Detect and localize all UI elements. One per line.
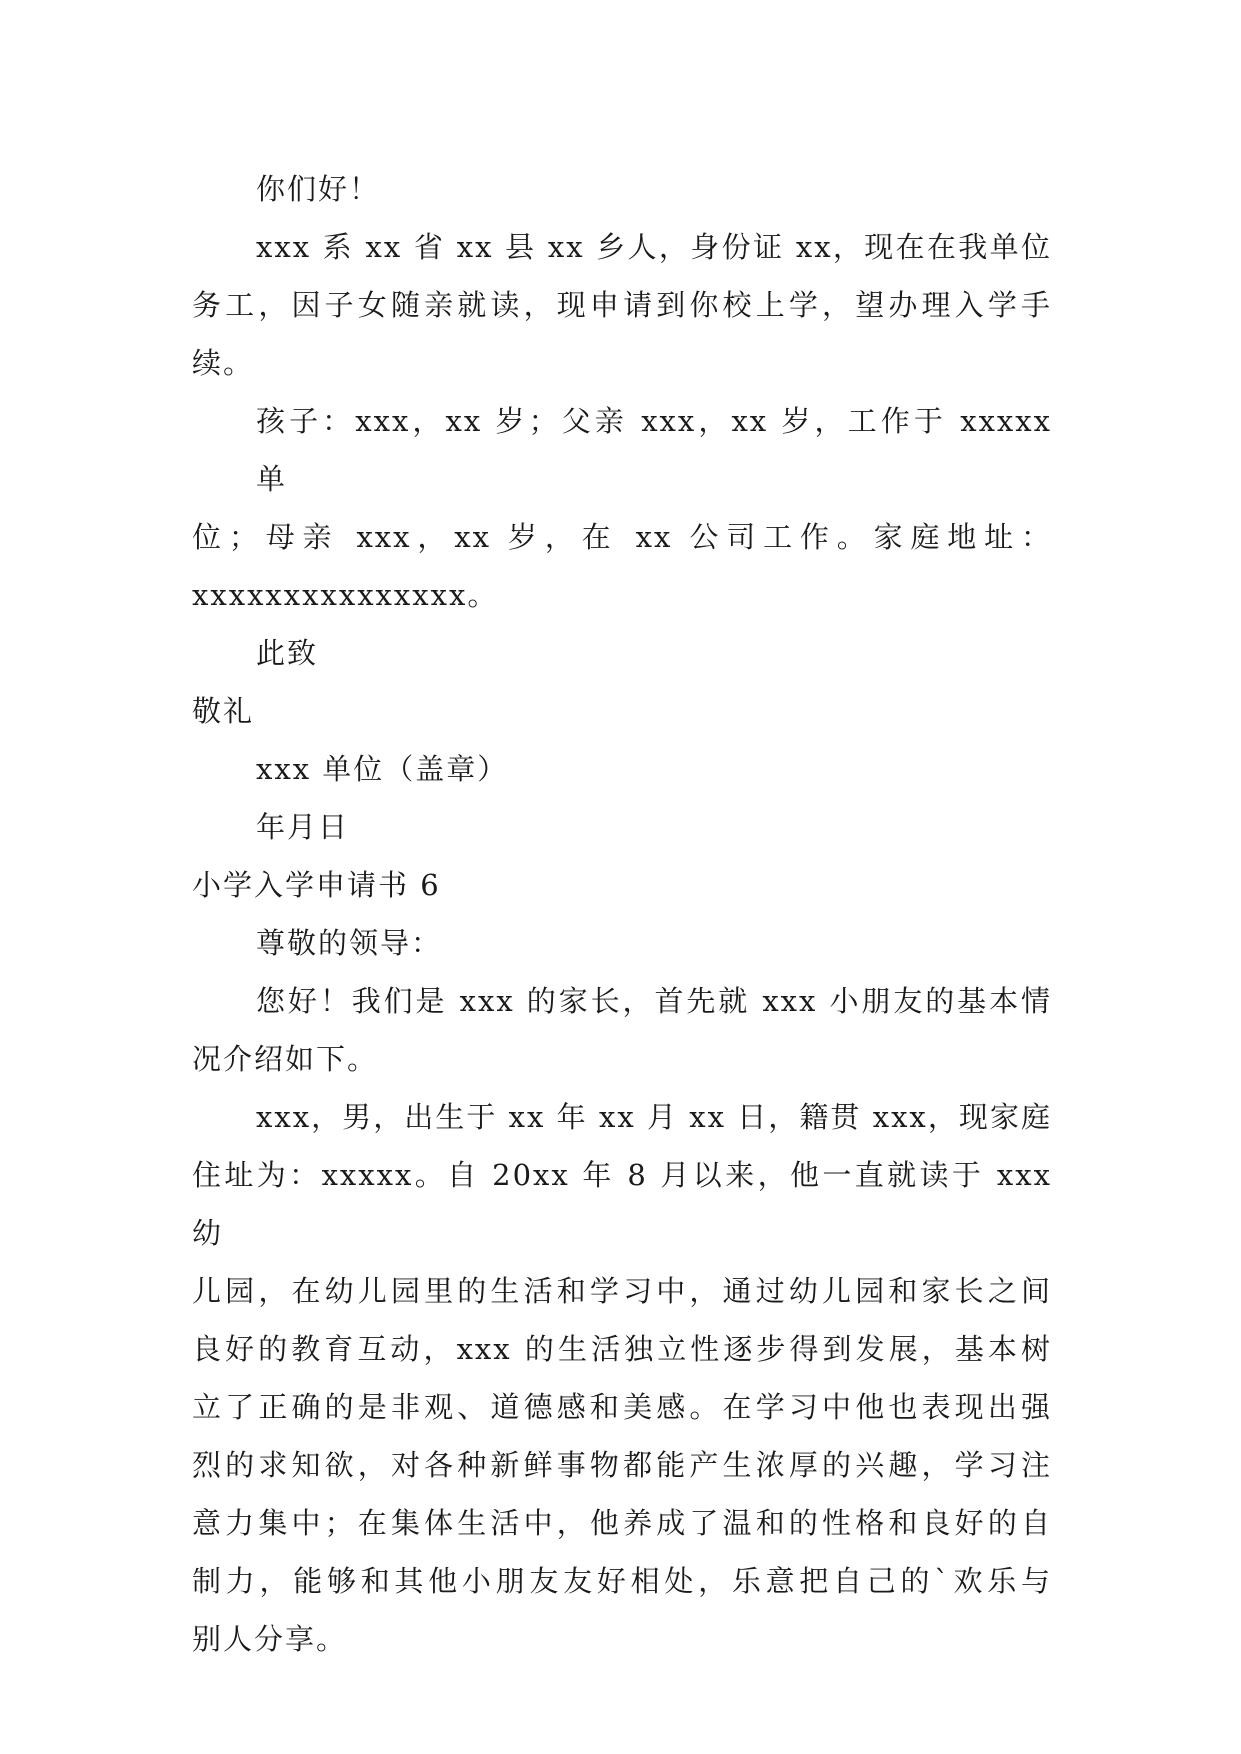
document-body bbox=[192, 160, 1052, 1668]
paragraph-line: xxx 系 xx 省 xx 县 xx 乡人，身份证 xx，现在在我单位 bbox=[256, 230, 1052, 264]
paragraph-line: 您好！我们是 xxx 的家长，首先就 xxx 小朋友的基本情 bbox=[256, 984, 1052, 1018]
signature-unit: xxx 单位（盖章） bbox=[256, 752, 509, 786]
paragraph-line: 烈的求知欲，对各种新鲜事物都能产生浓厚的兴趣，学习注 bbox=[192, 1448, 1052, 1482]
paragraph-line: 续。 bbox=[192, 346, 255, 380]
closing-salute: 敬礼 bbox=[192, 694, 255, 728]
salutation: 尊敬的领导： bbox=[256, 926, 443, 960]
paragraph-line: xxxxxxxxxxxxxxx。 bbox=[192, 578, 499, 612]
paragraph-line: 制力，能够和其他小朋友友好相处，乐意把自己的`欢乐与 bbox=[192, 1564, 1052, 1598]
paragraph-line: 意力集中；在集体生活中，他养成了温和的性格和良好的自 bbox=[192, 1506, 1052, 1540]
closing-line: 此致 bbox=[256, 636, 319, 670]
paragraph-line: 儿园，在幼儿园里的生活和学习中，通过幼儿园和家长之间 bbox=[192, 1274, 1052, 1308]
paragraph-line: xxx，男，出生于 xx 年 xx 月 xx 日，籍贯 xxx，现家庭 bbox=[256, 1100, 1052, 1134]
paragraph-line: 况介绍如下。 bbox=[192, 1042, 379, 1076]
paragraph-line: 住址为：xxxxx。自 20xx 年 8 月以来，他一直就读于 xxx 幼 bbox=[192, 1158, 1052, 1250]
paragraph-line: 孩子：xxx，xx 岁；父亲 xxx，xx 岁，工作于 xxxxx 单 bbox=[256, 404, 1052, 496]
paragraph-line: 立了正确的是非观、道德感和美感。在学习中他也表现出强 bbox=[192, 1390, 1052, 1424]
paragraph-line: 位；母亲 xxx，xx 岁，在 xx 公司工作。家庭地址： bbox=[192, 520, 1052, 554]
paragraph-line: 别人分享。 bbox=[192, 1622, 348, 1656]
paragraph-line: 务工，因子女随亲就读，现申请到你校上学，望办理入学手 bbox=[192, 288, 1052, 322]
signature-date: 年月日 bbox=[256, 810, 350, 844]
paragraph-line: 良好的教育互动，xxx 的生活独立性逐步得到发展，基本树 bbox=[192, 1332, 1052, 1366]
section-title: 小学入学申请书 6 bbox=[192, 868, 441, 902]
greeting: 你们好！ bbox=[256, 172, 381, 206]
